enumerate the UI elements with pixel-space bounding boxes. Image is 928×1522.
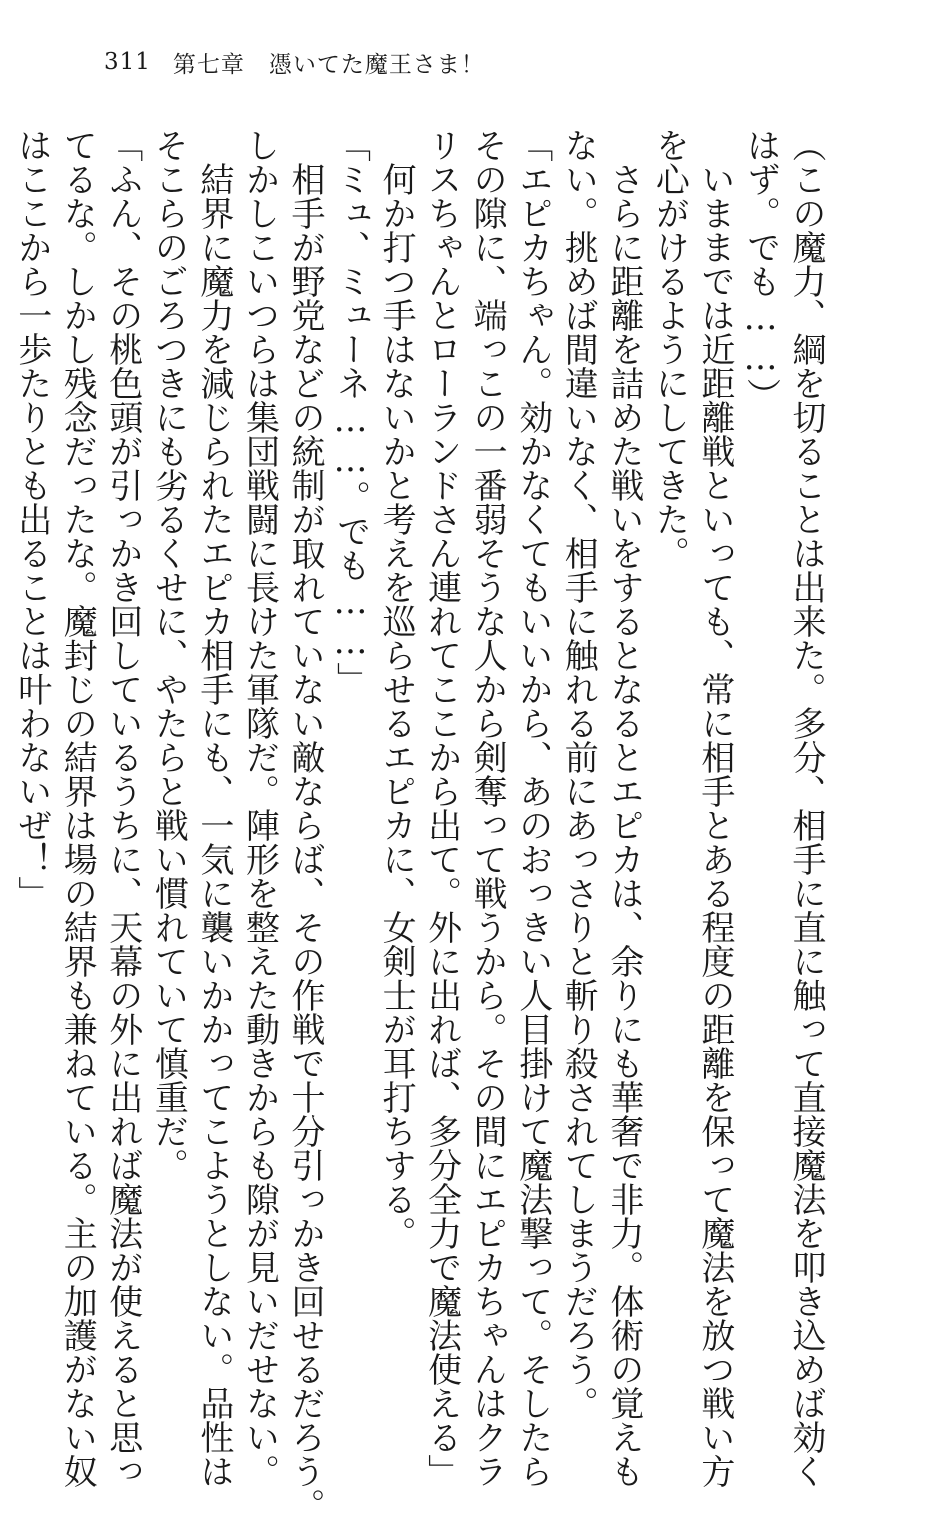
text-line: 相手が野党などの統制が取れていない敵ならば、その作戦で十分引っかき回せるだろう。 — [284, 128, 325, 1522]
page-number: 311 — [104, 49, 151, 75]
text-line: はず。でも……） — [740, 128, 781, 412]
text-line: 「エピカちゃん。効かなくてもいいから、あのおっきい人目掛けて魔法撃って。そしたら — [512, 128, 553, 1488]
text-line: 何か打つ手はないかと考えを巡らせるエピカに、女剣士が耳打ちする。 — [376, 128, 417, 1250]
text-line: しかしこいつらは集団戦闘に長けた軍隊だ。陣形を整えた動きからも隙が見いだせない。 — [239, 128, 280, 1488]
text-line: リスちゃんとローランドさん連れてここから出て。外に出れば、多分全力で魔法使える」 — [421, 128, 462, 1488]
text-line: 「ミュ、ミューネ……。でも……」 — [330, 128, 371, 696]
text-line: その隙に、端っこの一番弱そうな人から剣奪って戦うから。その間にエピカちゃんはクラ — [467, 128, 508, 1488]
text-line: （この魔力、綱を切ることは出来た。多分、相手に直に触って直接魔法を叩き込めば効く — [786, 128, 826, 1488]
chapter-title: 第七章 憑いてた魔王さま！ — [172, 51, 485, 78]
text-line: 結界に魔力を減じられたエピカ相手にも、一気に襲いかかってこようとしない。品性は — [193, 128, 234, 1488]
text-line: を心がけるようにしてきた。 — [649, 128, 690, 570]
text-line: いままでは近距離戦といっても、常に相手とある程度の距離を保って魔法を放つ戦い方 — [694, 128, 735, 1488]
body-text — [8, 128, 828, 1522]
text-line: てるな。しかし残念だったな。魔封じの結界は場の結界も兼ねている。主の加護がない奴 — [57, 128, 98, 1488]
text-line: ない。挑めば間違いなく、相手に触れる前にあっさりと斬り殺されてしまうだろう。 — [558, 128, 599, 1420]
text-line: 「ふん、その桃色頭が引っかき回しているうちに、天幕の外に出れば魔法が使えると思っ — [102, 128, 143, 1488]
text-line: さらに距離を詰めた戦いをするとなるとエピカは、余りにも華奢で非力。体術の覚えも — [603, 128, 644, 1488]
text-line: そこらのごろつきにも劣るくせに、やたらと戦い慣れていて慎重だ。 — [148, 128, 189, 1182]
text-line: はここから一歩たりとも出ることは叶わないぜ！」 — [11, 128, 52, 910]
running-head — [104, 42, 485, 82]
